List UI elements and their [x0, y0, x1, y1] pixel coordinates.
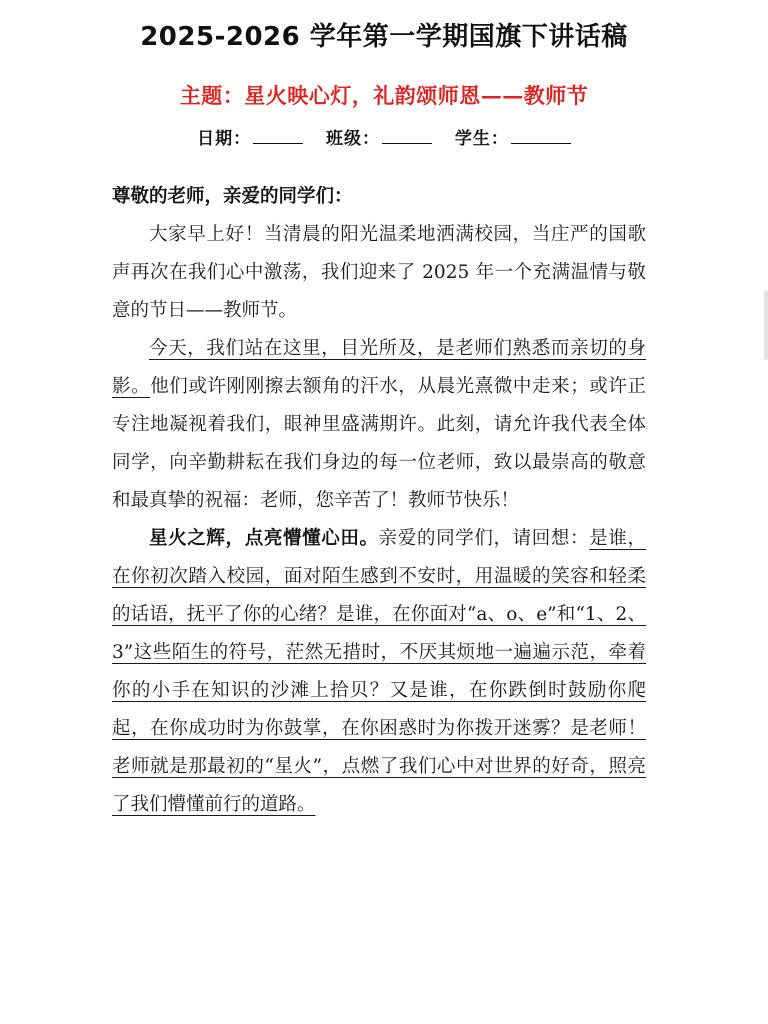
date-label: 日期： — [197, 129, 252, 149]
scrollbar[interactable] — [764, 290, 768, 360]
student-label: 学生： — [454, 129, 509, 149]
theme-line: 主题：星火映心灯，礼韵颂师恩——教师节 — [179, 83, 589, 108]
paragraph-3-heading: 星火之辉，点亮懵懂心田。 — [149, 528, 379, 549]
paragraph-3-plain: 亲爱的同学们，请回想： — [378, 528, 590, 549]
salutation: 尊敬的老师，亲爱的同学们： — [112, 186, 353, 207]
class-label: 班级： — [326, 129, 380, 149]
date-blank — [253, 129, 303, 144]
paragraph-1: 大家早上好！当清晨的阳光温柔地洒满校园，当庄严的国歌声再次在我们心中激荡，我们迎来了 2025 年一个充满温情与敬意的节日——教师节。 — [112, 224, 646, 321]
paragraph-3-underlined: 是谁，在你初次踏入校园，面对陌生感到不安时，用温暖的笑容和轻柔的话语，抚平了你的心绪？是谁，在你面对“a、o、e”和“1、2、3”这些陌生的符号，茫然无措时，不厌其烦地一遍遍示范，牵着你的小手在知识的沙滩上拾贝？又是谁，在你跌倒时鼓励你爬起，在你成功时为你鼓掌，在你困惑时为你拨开迷雾？是老师！老师就是那最初的“星火”，点燃了我们心中对世界的好奇，照亮了我们懵懂前行的道路。 — [112, 528, 646, 815]
paragraph-3 — [112, 520, 646, 824]
student-field — [455, 129, 571, 149]
document-title: 2025-2026 学年第一学期国旗下讲话稿 — [140, 22, 628, 52]
meta-fields — [0, 124, 768, 149]
date-field — [197, 129, 303, 149]
paragraph-2-rest: 他们或许刚刚擦去额角的汗水，从晨光熹微中走来；或许正专注地凝视着我们，眼神里盛满期许。此刻，请允许我代表全体同学，向辛勤耕耘在我们身边的每一位老师，致以最崇高的敬意和最真挚的祝福：老师，您辛苦了！教师节快乐！ — [112, 376, 646, 511]
class-field — [326, 129, 432, 149]
paragraph-2-underlined: 今天，我们站在这里，目光所及，是老师们熟悉而亲切的身影。 — [112, 338, 646, 397]
class-blank — [382, 129, 432, 144]
speech-body — [112, 178, 646, 824]
paragraph-2 — [112, 330, 646, 520]
student-blank — [511, 129, 571, 144]
